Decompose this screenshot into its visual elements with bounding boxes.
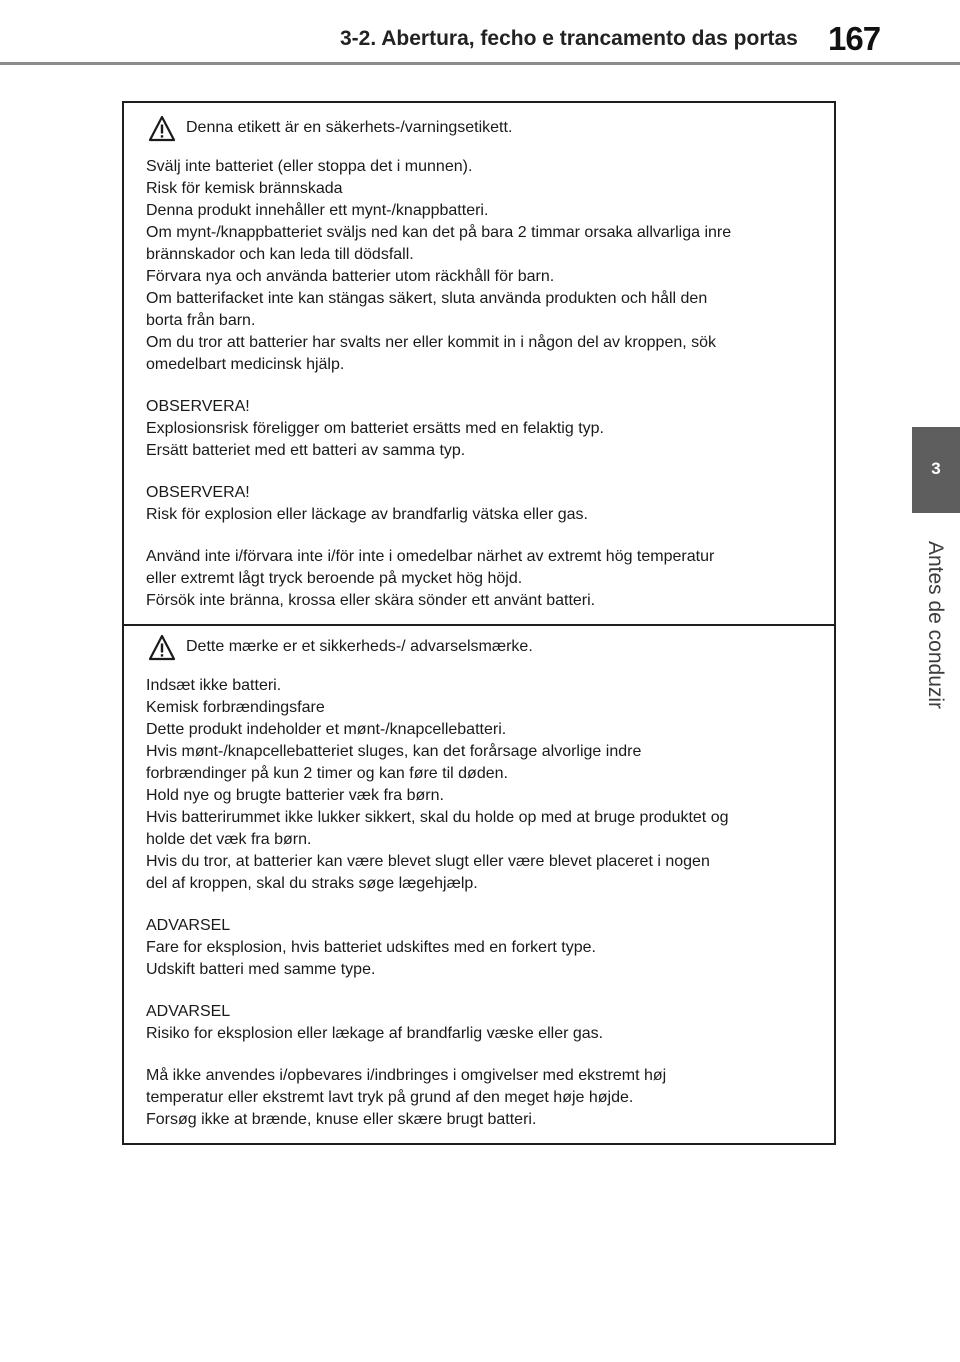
text-line: Om batterifacket inte kan stängas säkert, sluta använda produkten och håll den <box>146 290 708 307</box>
text-line: ADVARSEL <box>146 1003 231 1020</box>
text-line: Förvara nya och använda batterier utom räckhåll för barn. <box>146 268 555 285</box>
text-line: Försök inte bränna, krossa eller skära sönder ett använt batteri. <box>146 592 596 609</box>
text-line: Denna produkt innehåller ett mynt-/knappbatteri. <box>146 202 489 219</box>
text-line: Hvis mønt-/knapcellebatteriet sluges, kan det forårsage alvorlige indre <box>146 743 642 760</box>
text-line: omedelbart medicinsk hjälp. <box>146 356 345 373</box>
text-line: Hold nye og brugte batterier væk fra børn. <box>146 787 444 804</box>
swedish-warning-heading <box>146 112 826 144</box>
text-line: eller extremt lågt tryck beroende på mycket hög höjd. <box>146 570 523 587</box>
text-line: OBSERVERA! <box>146 398 250 415</box>
text-line: Använd inte i/förvara inte i/för inte i omedelbar närhet av extremt hög temperatur <box>146 548 715 565</box>
text-line: Explosionsrisk föreligger om batteriet ersätts med en felaktig typ. <box>146 420 604 437</box>
danish-paragraph <box>146 1001 826 1045</box>
text-line: Kemisk forbrændingsfare <box>146 699 325 716</box>
swedish-paragraph <box>146 482 826 526</box>
text-line: forbrændinger på kun 2 timer og kan føre til døden. <box>146 765 508 782</box>
text-line: Risiko for eksplosion eller lækage af brandfarlig væske eller gas. <box>146 1025 604 1042</box>
swedish-paragraph <box>146 546 826 612</box>
warning-triangle-icon <box>148 634 176 661</box>
text-line: Udskift batteri med samme type. <box>146 961 376 978</box>
swedish-warning-section <box>146 112 826 632</box>
text-line: Hvis du tror, at batterier kan være blevet slugt eller være blevet placeret i nogen <box>146 853 710 870</box>
text-line: del af kroppen, skal du straks søge lægehjælp. <box>146 875 478 892</box>
text-line: Dette produkt indeholder et mønt-/knapcellebatteri. <box>146 721 507 738</box>
chapter-label: Antes de conduzir <box>924 540 947 710</box>
text-line: Må ikke anvendes i/opbevares i/indbringes i omgivelser med ekstremt høj <box>146 1067 667 1084</box>
danish-warning-heading <box>146 631 826 663</box>
text-line: borta från barn. <box>146 312 256 329</box>
text-line: Risk för explosion eller läckage av brandfarlig vätska eller gas. <box>146 506 588 523</box>
text-line: ADVARSEL <box>146 917 231 934</box>
text-line: Forsøg ikke at brænde, knuse eller skære brugt batteri. <box>146 1111 537 1128</box>
text-line: Om mynt-/knappbatteriet sväljs ned kan det på bara 2 timmar orsaka allvarliga inre <box>146 224 732 241</box>
language-divider <box>124 624 834 626</box>
swedish-warning-title: Denna etikett är en säkerhets-/varningsetikett. <box>186 119 513 136</box>
chapter-number: 3 <box>931 459 941 478</box>
warning-triangle-icon <box>148 115 176 142</box>
danish-paragraph <box>146 675 826 895</box>
danish-warning-title: Dette mærke er et sikkerheds-/ advarselsmærke. <box>186 638 533 655</box>
swedish-paragraph <box>146 396 826 462</box>
swedish-paragraph <box>146 156 826 376</box>
danish-warning-section <box>146 631 826 1151</box>
danish-paragraph <box>146 1065 826 1131</box>
text-line: OBSERVERA! <box>146 484 250 501</box>
section-title: 3-2. Abertura, fecho e trancamento das portas <box>340 27 798 50</box>
header-divider <box>0 62 960 65</box>
text-line: Svälj inte batteriet (eller stoppa det i munnen). <box>146 158 473 175</box>
text-line: temperatur eller ekstremt lavt tryk på grund af den meget høje højde. <box>146 1089 634 1106</box>
text-line: holde det væk fra børn. <box>146 831 312 848</box>
text-line: Risk för kemisk brännskada <box>146 180 343 197</box>
text-line: Indsæt ikke batteri. <box>146 677 282 694</box>
battery-warning-label-box <box>122 101 836 1145</box>
text-line: brännskador och kan leda till dödsfall. <box>146 246 414 263</box>
danish-paragraph <box>146 915 826 981</box>
chapter-tab <box>912 427 960 513</box>
text-line: Fare for eksplosion, hvis batteriet udskiftes med en forkert type. <box>146 939 596 956</box>
text-line: Ersätt batteriet med ett batteri av samma typ. <box>146 442 466 459</box>
text-line: Hvis batterirummet ikke lukker sikkert, skal du holde op med at bruge produktet og <box>146 809 729 826</box>
page-number: 167 <box>828 20 881 57</box>
text-line: Om du tror att batterier har svalts ner eller kommit in i någon del av kroppen, sök <box>146 334 717 351</box>
